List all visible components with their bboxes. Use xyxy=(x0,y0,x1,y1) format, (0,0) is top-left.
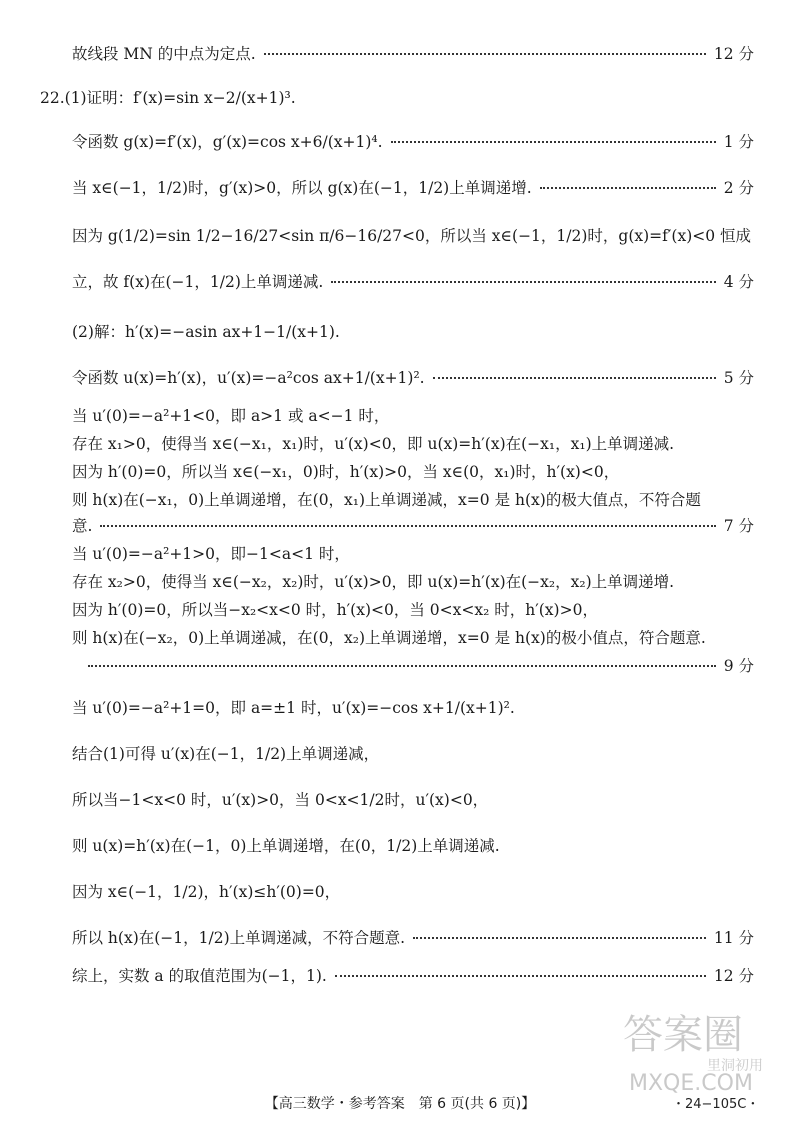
score-label: 11 分 xyxy=(713,929,754,947)
watermark-logo xyxy=(615,1000,765,1100)
score-label: 7 分 xyxy=(723,517,754,535)
dot-leader xyxy=(540,187,716,189)
answer-line-19: 结合(1)可得 u′(x)在(−1，1/2)上单调递减， xyxy=(72,745,380,763)
dot-leader xyxy=(100,525,715,527)
answer-line-11: 则 h(x)在(−x₁，0)上单调递增，在(0，x₁)上单调递减，x=0 是 h(x)的极大值点，不符合题 xyxy=(72,491,701,509)
answer-line-3: 当 x∈(−1，1/2)时，g′(x)>0，所以 g(x)在(−1，1/2)上单调递增. 2 分 xyxy=(72,179,754,197)
answer-line-6: (2)解：h′(x)=−asin ax+1−1/(x+1). xyxy=(72,323,340,341)
answer-line-23: 所以 h(x)在(−1，1/2)上单调递减，不符合题意. 11 分 xyxy=(72,929,754,947)
answer-line-20: 所以当−1<x<0 时，u′(x)>0，当 0<x<1/2时，u′(x)<0， xyxy=(72,791,489,809)
watermark-extra: 里洞初用 xyxy=(707,1058,763,1074)
dot-leader xyxy=(264,53,706,55)
exam-code: ・24−105C・ xyxy=(672,1097,760,1112)
answer-line-13: 当 u′(0)=−a²+1>0，即−1<a<1 时， xyxy=(72,545,350,563)
answer-line-2: 令函数 g(x)=f′(x)，g′(x)=cos x+6/(x+1)⁴. 1 分 xyxy=(72,133,754,151)
answer-line-10: 因为 h′(0)=0，所以当 x∈(−x₁，0)时，h′(x)>0，当 x∈(0，x₁)时，h′(x)<0， xyxy=(72,463,620,481)
answer-line-1: 22.(1)证明：f′(x)=sin x−2/(x+1)³. xyxy=(40,89,296,107)
score-label: 5 分 xyxy=(723,369,754,387)
answer-line-24: 综上，实数 a 的取值范围为(−1，1). 12 分 xyxy=(72,967,754,985)
dot-leader xyxy=(331,281,715,283)
answer-line-16: 则 h(x)在(−x₂，0)上单调递减，在(0，x₂)上单调递增，x=0 是 h(x)的极小值点，符合题意. xyxy=(72,629,706,647)
answer-line-0: 故线段 MN 的中点为定点. 12 分 xyxy=(72,45,754,63)
dot-leader xyxy=(391,141,716,143)
answer-line-21: 则 u(x)=h′(x)在(−1，0)上单调递增，在(0，1/2)上单调递减. xyxy=(72,837,500,855)
score-label: 2 分 xyxy=(723,179,754,197)
watermark-url: MXQE.COM xyxy=(629,1071,753,1096)
score-label: 9 分 xyxy=(723,657,754,675)
dot-leader xyxy=(433,377,716,379)
score-label: 12 分 xyxy=(713,45,754,63)
answer-line-12: 意. 7 分 xyxy=(72,517,754,535)
dot-leader xyxy=(88,665,716,667)
answer-line-22: 因为 x∈(−1，1/2)，h′(x)≤h′(0)=0， xyxy=(72,883,341,901)
answer-line-4: 因为 g(1/2)=sin 1/2−16/27<sin π/6−16/27<0，所以当 x∈(−1，1/2)时，g(x)=f′(x)<0 恒成 xyxy=(72,227,752,245)
answer-line-9: 存在 x₁>0，使得当 x∈(−x₁，x₁)时，u′(x)<0，即 u(x)=h′(x)在(−x₁，x₁)上单调递减. xyxy=(72,435,675,453)
page-footer: 【高三数学・参考答案 第 6 页(共 6 页)】 xyxy=(264,1096,536,1112)
score-label: 1 分 xyxy=(723,133,754,151)
dot-leader xyxy=(413,937,706,939)
answer-line-14: 存在 x₂>0，使得当 x∈(−x₂，x₂)时，u′(x)>0，即 u(x)=h′(x)在(−x₂，x₂)上单调递增. xyxy=(72,573,675,591)
score-label: 4 分 xyxy=(723,273,754,291)
answer-line-8: 当 u′(0)=−a²+1<0，即 a>1 或 a<−1 时， xyxy=(72,407,390,425)
answer-line-5: 立，故 f(x)在(−1，1/2)上单调递减. 4 分 xyxy=(72,273,754,291)
watermark-text: 答案圈 xyxy=(623,1012,743,1058)
answer-line-7: 令函数 u(x)=h′(x)，u′(x)=−a²cos ax+1/(x+1)². 5 分 xyxy=(72,369,754,387)
answer-line-15: 因为 h′(0)=0，所以当−x₂<x<0 时，h′(x)<0，当 0<x<x₂ 时，h′(x)>0， xyxy=(72,601,598,619)
score-label: 12 分 xyxy=(713,967,754,985)
dot-leader xyxy=(335,975,706,977)
answer-line-18: 当 u′(0)=−a²+1=0，即 a=±1 时，u′(x)=−cos x+1/(x+1)². xyxy=(72,699,515,717)
answer-line-17 xyxy=(88,656,754,676)
